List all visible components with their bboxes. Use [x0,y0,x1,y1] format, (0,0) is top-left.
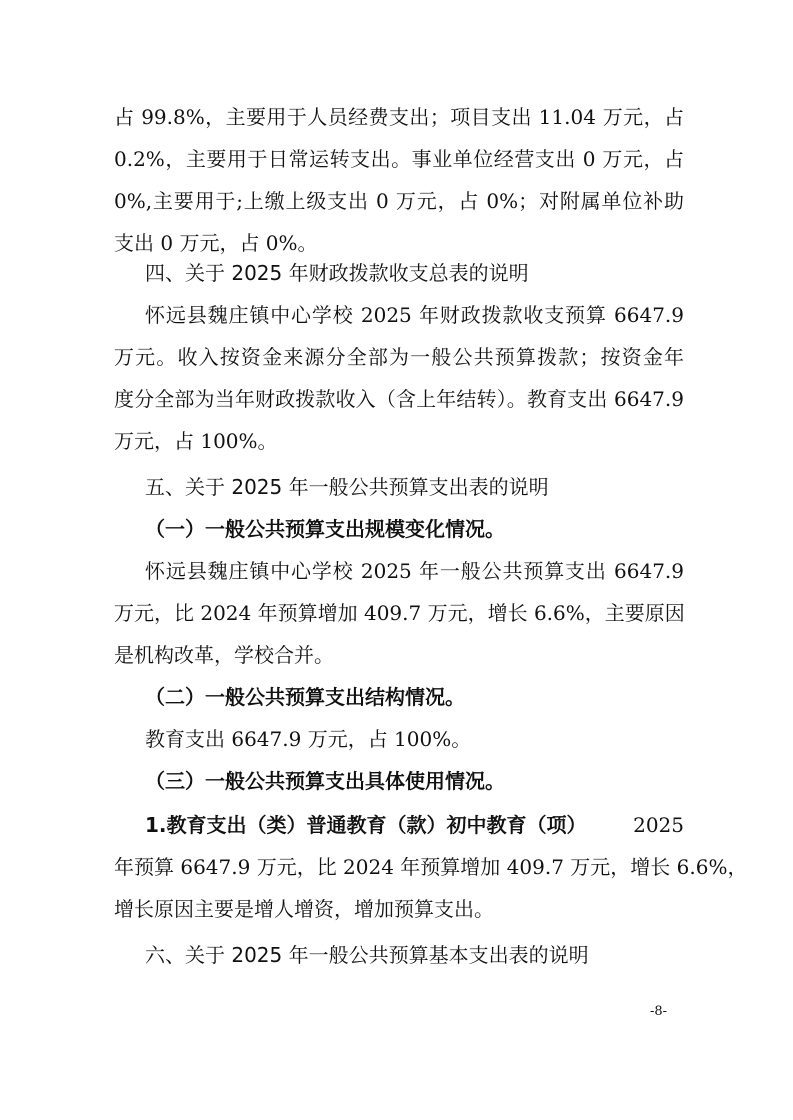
paragraph-line: 度分全部为当年财政拨款收入（含上年结转）。教育支出 6647.9 [114,387,684,411]
item-heading-year: 2025 [633,813,684,837]
page-number: -8- [650,1004,668,1019]
paragraph-line: 0%,主要用于;上缴上级支出 0 万元，占 0%；对附属单位补助 [114,189,684,213]
subsection-heading-3: （三）一般公共预算支出具体使用情况。 [145,769,505,793]
paragraph-line: 增长原因主要是增人增资，增加预算支出。 [114,897,494,921]
paragraph-line: 0.2%，主要用于日常运转支出。事业单位经营支出 0 万元，占 [114,147,684,171]
section-heading-6: 六、关于 2025 年一般公共预算基本支出表的说明 [145,943,589,967]
paragraph-line: 教育支出 6647.9 万元，占 100%。 [145,727,472,751]
subsection-heading-1: （一）一般公共预算支出规模变化情况。 [145,517,505,541]
paragraph-line: 怀远县魏庄镇中心学校 2025 年一般公共预算支出 6647.9 [145,559,684,583]
section-heading-5: 五、关于 2025 年一般公共预算支出表的说明 [145,475,549,499]
paragraph-line: 万元，比 2024 年预算增加 409.7 万元，增长 6.6%，主要原因 [114,601,685,625]
item-heading-lead: 1.教育支出（类）普通教育（款）初中教育（项） [145,813,587,837]
item-heading-1 [145,811,684,839]
section-heading-4: 四、关于 2025 年财政拨款收支总表的说明 [145,261,529,285]
paragraph-line: 年预算 6647.9 万元，比 2024 年预算增加 409.7 万元，增长 6.6%， [114,855,748,879]
subsection-heading-2: （二）一般公共预算支出结构情况。 [145,685,465,709]
paragraph-line: 万元，占 100%。 [114,429,278,453]
paragraph-line: 万元。收入按资金来源分全部为一般公共预算拨款；按资金年 [114,345,684,369]
paragraph-line: 支出 0 万元，占 0%。 [114,231,318,255]
paragraph-line: 占 99.8%，主要用于人员经费支出；项目支出 11.04 万元，占 [114,105,684,129]
paragraph-line: 怀远县魏庄镇中心学校 2025 年财政拨款收支预算 6647.9 [145,303,684,327]
paragraph-line: 是机构改革，学校合并。 [114,643,334,667]
